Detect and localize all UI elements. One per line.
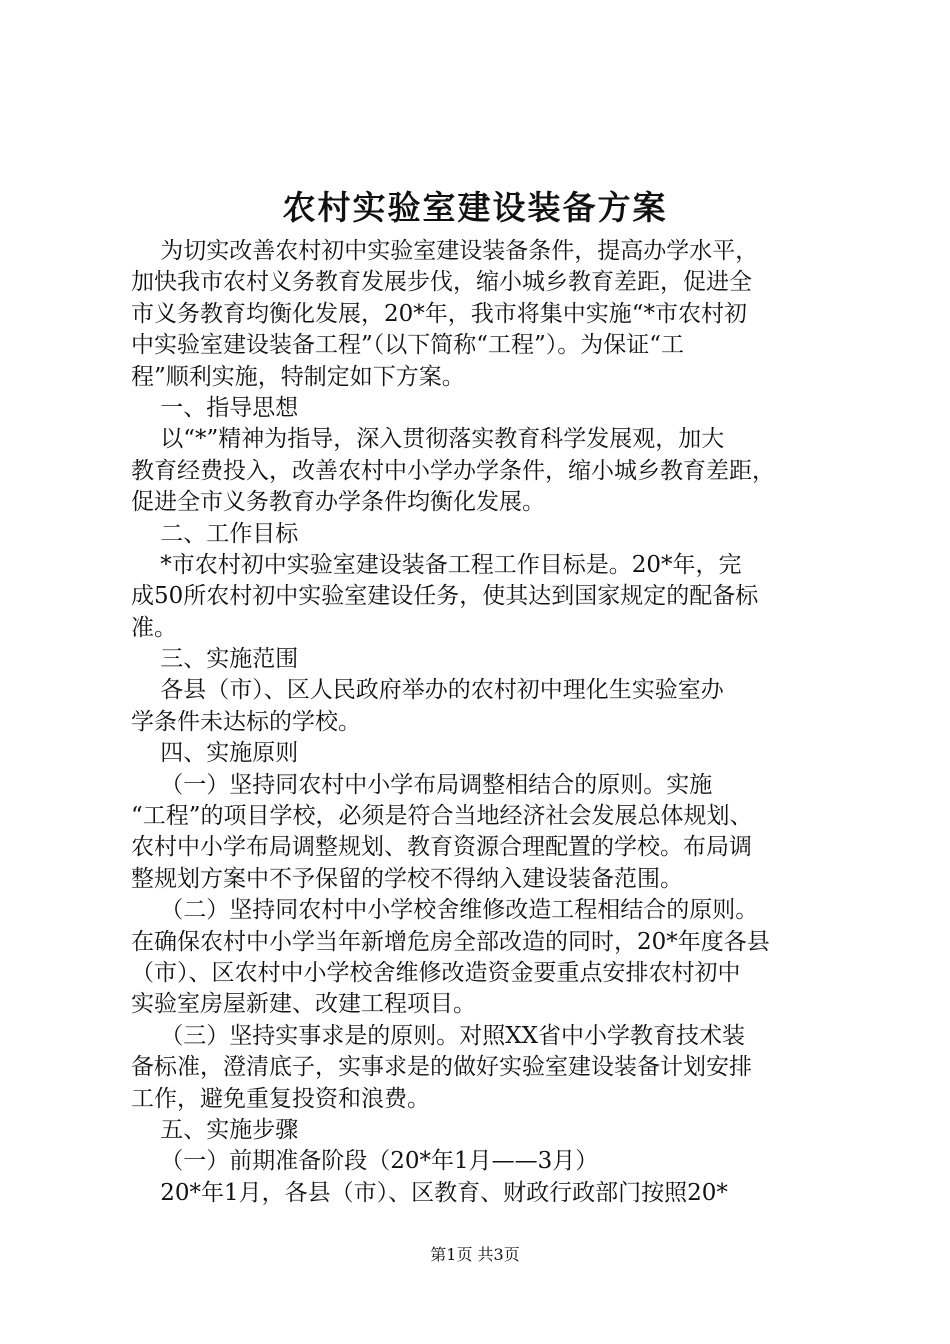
body-line: 教育经费投入，改善农村中小学办学条件，缩小城乡教育差距， [131, 457, 775, 484]
body-line: （一）坚持同农村中小学布局调整相结合的原则。实施 [131, 771, 713, 798]
body-line: 成50所农村初中实验室建设任务，使其达到国家规定的配备标 [131, 583, 759, 610]
section-heading: 三、实施范围 [131, 646, 299, 673]
document-title: 农村实验室建设装备方案 [282, 188, 668, 227]
body-line: 在确保农村中小学当年新增危房全部改造的同时，20*年度各县 [131, 928, 770, 955]
body-line: （二）坚持同农村中小学校舍维修改造工程相结合的原则。 [131, 897, 759, 924]
document-body [131, 236, 833, 1209]
section-heading: 二、工作目标 [131, 520, 299, 547]
body-line: 实验室房屋新建、改建工程项目。 [131, 991, 476, 1018]
body-line: 整规划方案中不予保留的学校不得纳入建设装备范围。 [131, 865, 683, 892]
body-line: 备标准，澄清底子，实事求是的做好实验室建设装备计划安排 [131, 1054, 752, 1081]
body-line: 准。 [131, 614, 177, 641]
section-heading: 四、实施原则 [131, 740, 299, 767]
body-line: （一）前期准备阶段（20*年1月——3月） [131, 1148, 599, 1175]
body-line: （三）坚持实事求是的原则。对照XX省中小学教育技术装 [131, 1022, 745, 1049]
body-line: 市义务教育均衡化发展，20*年，我市将集中实施“*市农村初 [131, 300, 748, 327]
body-line: 各县（市）、区人民政府举办的农村初中理化生实验室办 [131, 677, 724, 704]
body-line: 中实验室建设装备工程”（以下简称“工程”）。为保证“工 [131, 332, 685, 359]
body-line: 为切实改善农村初中实验室建设装备条件，提高办学水平， [131, 238, 759, 264]
section-heading: 五、实施步骤 [131, 1116, 299, 1143]
body-line: 工作，避免重复投资和浪费。 [131, 1085, 430, 1112]
body-line: 促进全市义务教育办学条件均衡化发展。 [131, 489, 545, 516]
body-line: （市）、区农村中小学校舍维修改造资金要重点安排农村初中 [131, 959, 741, 986]
body-line: “工程”的项目学校，必须是符合当地经济社会发展总体规划、 [131, 803, 753, 830]
body-line: 学条件未达标的学校。 [131, 708, 361, 735]
page-footer: 第1页 共3页 [430, 1245, 520, 1264]
body-line: 以“*”精神为指导，深入贯彻落实教育科学发展观，加大 [131, 426, 725, 453]
body-line: 加快我市农村义务教育发展步伐，缩小城乡教育差距，促进全 [131, 269, 752, 296]
body-line: *市农村初中实验室建设装备工程工作目标是。20*年，完 [131, 551, 742, 578]
body-line: 程”顺利实施，特制定如下方案。 [131, 363, 465, 390]
body-line: 农村中小学布局调整规划、教育资源合理配置的学校。布局调 [131, 834, 752, 861]
body-line: 20*年1月，各县（市）、区教育、财政行政部门按照20* [131, 1179, 728, 1206]
section-heading: 一、指导思想 [131, 394, 299, 421]
